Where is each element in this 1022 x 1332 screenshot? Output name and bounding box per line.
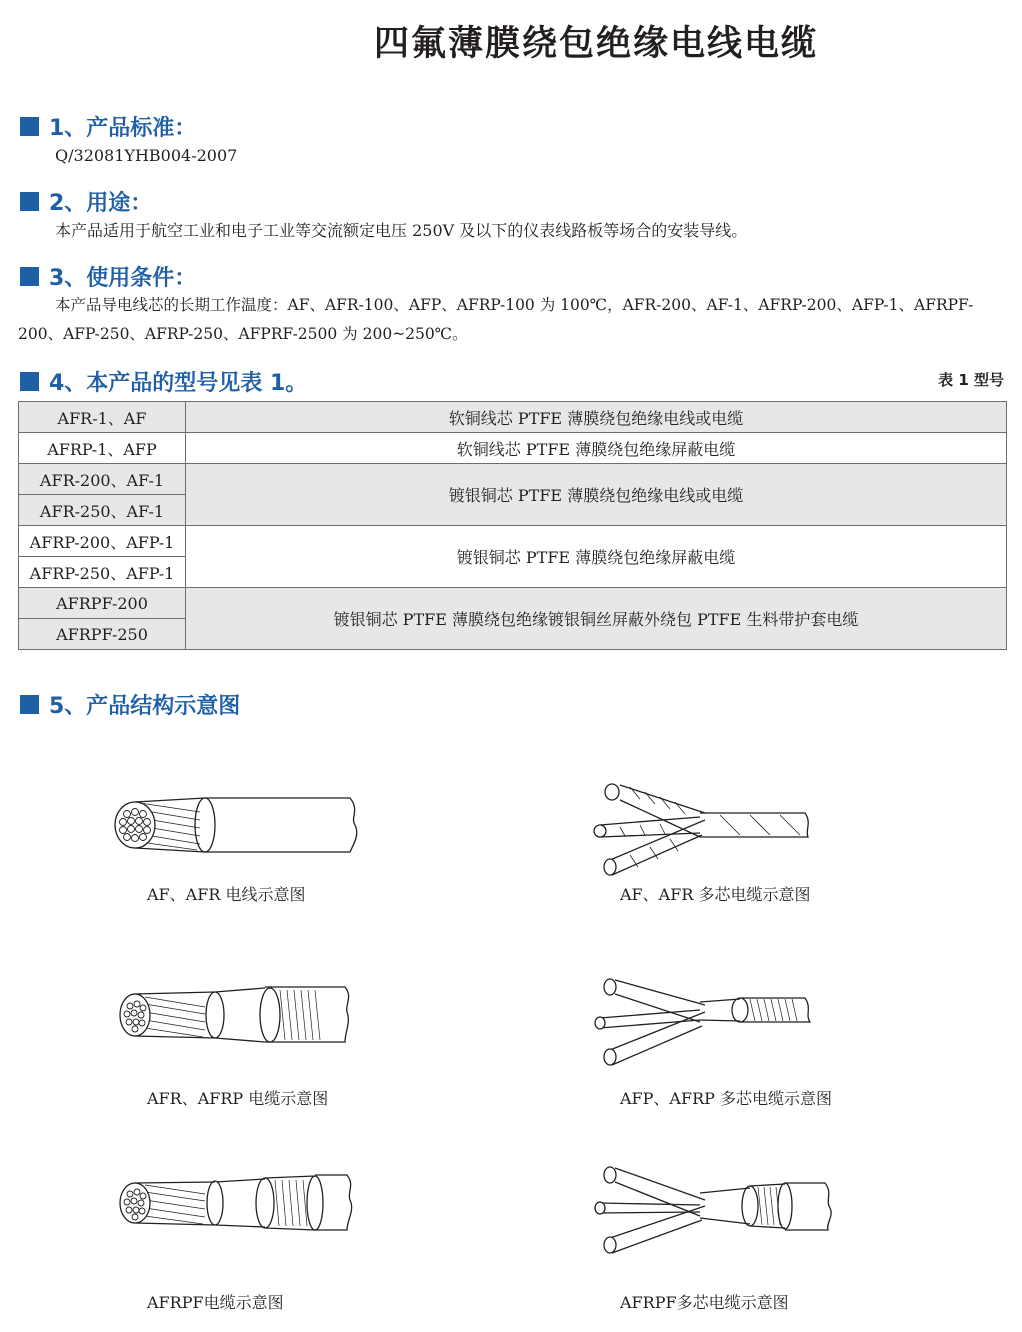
afrpf-multicore-diagram	[590, 1158, 840, 1258]
description-cell: 镀银铜芯 PTFE 薄膜绕包绝缘电线或电缆	[186, 464, 1007, 526]
section-conditions-heading	[20, 261, 196, 292]
table-row	[19, 588, 1007, 619]
page-title: 四氟薄膜绕包绝缘电线电缆	[373, 24, 818, 64]
section-structure-heading	[20, 689, 240, 720]
model-cell: AFRP-250、AFP-1	[19, 557, 186, 588]
diagram-caption: AFRPF多芯电缆示意图	[620, 1293, 789, 1312]
section-heading: 1、产品标准：	[49, 116, 197, 141]
table-row	[19, 526, 1007, 557]
model-cell: AFR-200、AF-1	[19, 464, 186, 495]
model-cell: AFR-250、AF-1	[19, 495, 186, 526]
diagram-caption: AFR、AFRP 电缆示意图	[147, 1089, 329, 1108]
section-usage-heading	[20, 186, 152, 217]
model-cell: AFRP-1、AFP	[19, 433, 186, 464]
afr-afrp-cable-diagram	[115, 982, 355, 1052]
section-marker-icon	[20, 695, 39, 714]
section-heading: 4、本产品的型号见表 1。	[49, 371, 308, 396]
section-marker-icon	[20, 117, 39, 136]
diagram-caption: AF、AFR 多芯电缆示意图	[620, 885, 811, 904]
model-cell: AFRP-200、AFP-1	[19, 526, 186, 557]
section-marker-icon	[20, 192, 39, 211]
section-marker-icon	[20, 267, 39, 286]
section-marker-icon	[20, 372, 39, 391]
table-row	[19, 464, 1007, 495]
model-table	[18, 401, 1007, 650]
description-cell: 镀银铜芯 PTFE 薄膜绕包绝缘镀银铜丝屏蔽外绕包 PTFE 生料带护套电缆	[186, 588, 1007, 650]
description-cell: 镀银铜芯 PTFE 薄膜绕包绝缘屏蔽电缆	[186, 526, 1007, 588]
afrpf-cable-diagram	[115, 1170, 360, 1240]
table-row	[19, 433, 1007, 464]
section-heading: 2、用途：	[49, 191, 153, 216]
model-cell: AFRPF-200	[19, 588, 186, 619]
section-models-heading	[20, 366, 307, 397]
section-heading: 3、使用条件：	[49, 266, 197, 291]
section-standard-heading	[20, 111, 196, 142]
section-heading: 5、产品结构示意图	[49, 694, 241, 719]
diagram-caption: AFRPF电缆示意图	[147, 1293, 284, 1312]
conditions-text-line2: 200、AFP-250、AFRP-250、AFPRF-2500 为 200~250℃。	[18, 325, 468, 343]
conditions-text-line1: 本产品导电线芯的长期工作温度：AF、AFR-100、AFP、AFRP-100 为 100℃，AFR-200、AF-1、AFRP-200、AFP-1、AFRPF-	[55, 296, 974, 314]
table-caption: 表 1 型号	[938, 371, 1004, 389]
standard-text: Q/32081YHB004-2007	[55, 146, 238, 165]
model-cell: AFR-1、AF	[19, 402, 186, 433]
diagram-caption: AF、AFR 电线示意图	[147, 885, 306, 904]
diagram-caption: AFP、AFRP 多芯电缆示意图	[620, 1089, 832, 1108]
usage-text: 本产品适用于航空工业和电子工业等交流额定电压 250V 及以下的仪表线路板等场合的安装导线。	[55, 221, 748, 240]
description-cell: 软铜线芯 PTFE 薄膜绕包绝缘电线或电缆	[186, 402, 1007, 433]
afp-afrp-multicore-diagram	[590, 970, 820, 1070]
model-cell: AFRPF-250	[19, 619, 186, 650]
table-row	[19, 402, 1007, 433]
description-cell: 软铜线芯 PTFE 薄膜绕包绝缘屏蔽电缆	[186, 433, 1007, 464]
af-afr-wire-diagram	[105, 790, 365, 860]
af-afr-multicore-diagram	[590, 775, 820, 885]
